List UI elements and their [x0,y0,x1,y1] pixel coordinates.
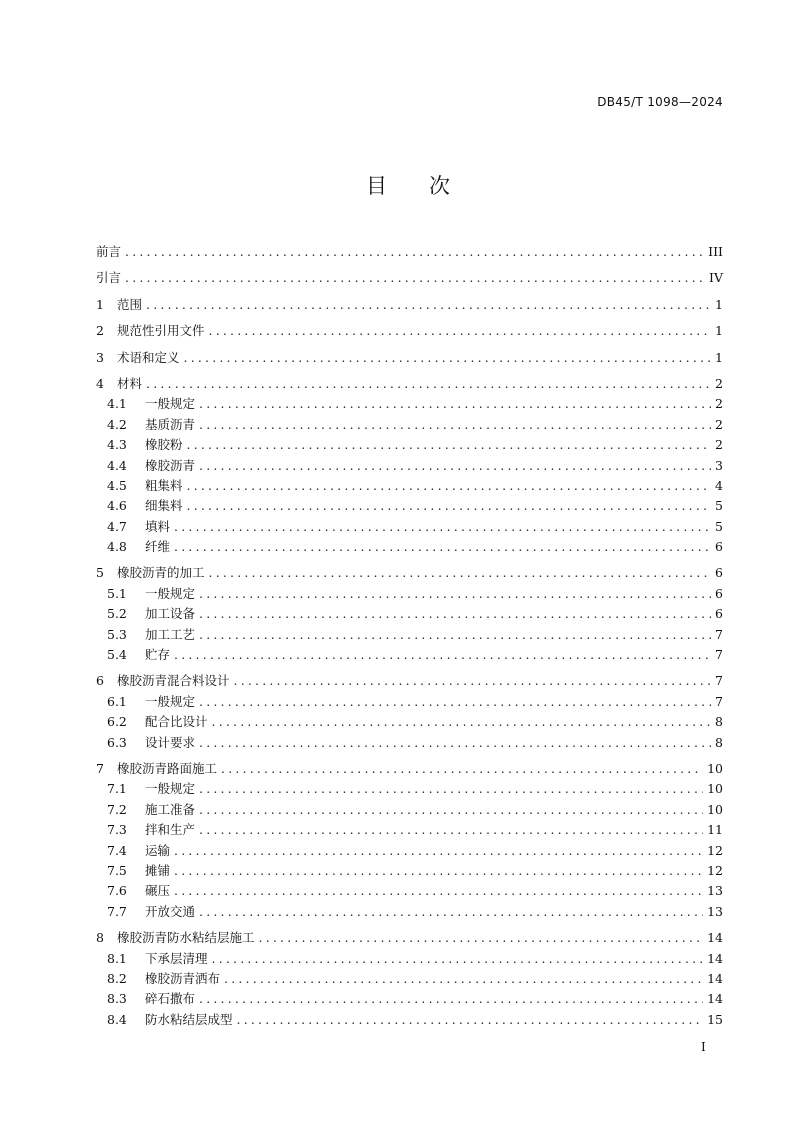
toc-entry-page: 2 [715,396,723,412]
toc-entry-page: 1 [715,296,723,312]
toc-entry-label: 碎石撒布 [145,991,196,1007]
toc-entry[interactable] [96,841,723,861]
toc-entry[interactable] [96,604,723,624]
toc-entry-number: 1 [96,296,104,312]
dot-leader [187,496,712,516]
dot-leader [209,321,712,341]
page-title: 目 次 [366,174,450,198]
dot-leader [199,800,703,820]
toc-entry-number: 8.4 [107,1011,127,1027]
toc-entry[interactable] [96,861,723,881]
toc-entry-number: 7.2 [107,801,127,817]
toc-entry-label: 范围 [117,296,143,312]
toc-entry-number: 4.5 [107,477,127,493]
toc-entry-number: 4.8 [107,539,127,555]
dot-leader [199,394,711,414]
toc-entry-label: 一般规定 [145,585,196,601]
toc-entry-label: 材料 [117,375,143,391]
toc-entry[interactable] [96,733,723,753]
toc-entry-page: 2 [715,375,723,391]
toc-entry[interactable] [96,671,723,691]
dot-leader [125,242,704,262]
toc-entry-number: 7.4 [107,842,127,858]
toc-entry-number: 7 [96,760,104,776]
dot-leader [199,692,711,712]
toc-entry[interactable] [96,517,723,537]
toc-entry[interactable] [96,348,723,368]
toc-entry-label: 前言 [96,244,122,259]
toc-entry[interactable] [96,800,723,820]
toc-entry-label: 基质沥青 [145,416,196,432]
toc-entry[interactable] [96,456,723,476]
toc-entry-page: 5 [715,498,723,514]
toc-entry-label: 拌和生产 [145,822,196,838]
toc-entry-page: 13 [707,903,723,919]
toc-entry-number: 5.3 [107,626,127,642]
toc-entry-page: 7 [715,647,723,663]
toc-entry[interactable] [96,496,723,516]
dot-leader [199,604,711,624]
toc-entry[interactable] [96,476,723,496]
toc-entry-label: 碾压 [145,883,171,899]
toc-entry-label: 一般规定 [145,693,196,709]
dot-leader [199,779,703,799]
toc-entry[interactable] [96,902,723,922]
toc-entry-page: 12 [707,842,723,858]
toc-entry-page: 14 [707,950,723,966]
toc-entry-label: 橡胶沥青 [145,457,196,473]
toc-entry[interactable] [96,692,723,712]
toc-entry[interactable] [96,242,723,262]
toc-entry-page: 7 [715,693,723,709]
toc-entry-page: 6 [715,585,723,601]
toc-entry-label: 贮存 [145,647,171,663]
toc-entry-label: 配合比设计 [145,714,208,730]
toc-entry-page: 14 [707,991,723,1007]
toc-entry-page: III [708,244,723,259]
toc-entry-number: 7.7 [107,903,127,919]
dot-leader [125,268,705,288]
dot-leader [212,712,712,732]
toc-entry-label: 防水粘结层成型 [145,1011,233,1027]
dot-leader [212,949,704,969]
dot-leader [174,841,703,861]
dot-leader [199,625,711,645]
dot-leader [187,435,712,455]
toc-entry-number: 4.3 [107,437,127,453]
toc-entry-number: 6.3 [107,734,127,750]
toc-entry[interactable] [96,949,723,969]
toc-entry-page: 8 [715,714,723,730]
toc-entry-page: 6 [715,606,723,622]
toc-entry-label: 纤维 [145,539,171,555]
toc-entry-number: 4.6 [107,498,127,514]
toc-entry-number: 5.4 [107,647,127,663]
toc-entry[interactable] [96,779,723,799]
dot-leader [199,584,711,604]
toc-entry-page: 15 [707,1011,723,1027]
toc-entry-label: 填料 [145,518,171,534]
toc-entry-number: 6.1 [107,693,127,709]
toc-entry-label: 橡胶沥青洒布 [145,970,221,986]
toc-entry[interactable] [96,625,723,645]
dot-leader [199,820,703,840]
standard-code: DB45/T 1098—2024 [597,95,723,109]
toc-entry-number: 4 [96,375,104,391]
toc-entry[interactable] [96,321,723,341]
toc-entry-label: 细集料 [145,498,183,514]
dot-leader [199,989,703,1009]
toc-entry[interactable] [96,969,723,989]
toc-entry-label: 引言 [96,270,122,286]
toc-entry-number: 4.2 [107,416,127,432]
toc-entry-label: 橡胶沥青的加工 [117,565,205,581]
toc-entry-label: 橡胶沥青混合料设计 [117,673,230,689]
toc-entry-number: 5 [96,565,104,581]
toc-entry[interactable] [96,435,723,455]
toc-entry-number: 8 [96,930,104,946]
toc-entry[interactable] [96,374,723,394]
toc-entry-number: 8.2 [107,970,127,986]
dot-leader [199,733,711,753]
toc-entry[interactable] [96,712,723,732]
dot-leader [174,537,711,557]
toc-entry-number: 4.4 [107,457,127,473]
toc-entry-page: 5 [715,518,723,534]
dot-leader [224,969,703,989]
toc-entry-number: 3 [96,349,104,365]
toc-entry-page: 7 [715,626,723,642]
toc-entry-label: 加工工艺 [145,626,196,642]
toc-entry[interactable] [96,415,723,435]
toc-entry[interactable] [96,759,723,779]
toc-entry[interactable] [96,928,723,948]
toc-entry[interactable] [96,295,723,315]
toc-entry-number: 6 [96,673,104,689]
toc-entry-label: 粗集料 [145,477,183,493]
page-number: I [701,1040,706,1054]
dot-leader [237,1010,704,1030]
dot-leader [234,671,712,691]
dot-leader [221,759,703,779]
dot-leader [146,374,711,394]
toc-entry-page: 12 [707,862,723,878]
toc-entry-number: 7.1 [107,781,127,797]
toc-entry-page: 11 [707,822,723,838]
toc-entry-page: 13 [707,883,723,899]
toc-entry[interactable] [96,563,723,583]
toc-entry-page: 6 [715,539,723,555]
dot-leader [184,348,712,368]
toc-entry[interactable] [96,394,723,414]
toc-entry-label: 橡胶粉 [145,437,183,453]
dot-leader [199,456,711,476]
toc-entry-page: 4 [715,477,723,493]
toc-entry-number: 6.2 [107,714,127,730]
toc-entry[interactable] [96,989,723,1009]
dot-leader [174,645,711,665]
dot-leader [174,881,703,901]
toc-entry-page: 3 [715,457,723,473]
toc-entry-page: 6 [715,565,723,581]
toc-entry-label: 设计要求 [145,734,196,750]
dot-leader [199,415,711,435]
toc-entry-page: 10 [707,801,723,817]
toc-entry-label: 橡胶沥青路面施工 [117,760,218,776]
toc-entry-page: 10 [707,760,723,776]
toc-entry-number: 2 [96,323,104,339]
toc-entry-page: 7 [715,673,723,689]
toc-entry-page: IV [709,270,723,286]
toc-entry-label: 下承层清理 [145,950,208,966]
dot-leader [174,517,711,537]
toc-entry-number: 5.2 [107,606,127,622]
toc-entry-label: 施工准备 [145,801,196,817]
toc-entry-number: 7.3 [107,822,127,838]
toc-entry[interactable] [96,820,723,840]
toc-entry-label: 加工设备 [145,606,196,622]
toc-entry-label: 开放交通 [145,903,196,919]
toc-entry-page: 1 [715,323,723,339]
toc-entry-label: 摊铺 [145,862,171,878]
toc-entry-label: 一般规定 [145,781,196,797]
dot-leader [209,563,712,583]
toc-entry-label: 一般规定 [145,396,196,412]
dot-leader [174,861,703,881]
toc-entry-label: 规范性引用文件 [117,323,205,339]
toc-entry-page: 14 [707,930,723,946]
toc-entry-label: 术语和定义 [117,349,180,365]
toc-entry-page: 10 [707,781,723,797]
toc-entry[interactable] [96,537,723,557]
dot-leader [199,902,703,922]
toc-entry-label: 运输 [145,842,171,858]
toc-entry-number: 4.7 [107,518,127,534]
dot-leader [187,476,712,496]
toc-entry[interactable] [96,645,723,665]
toc-entry-number: 8.3 [107,991,127,1007]
toc-entry-page: 1 [715,349,723,365]
toc-entry[interactable] [96,268,723,288]
toc-entry-label: 橡胶沥青防水粘结层施工 [117,930,255,946]
toc-entry-page: 2 [715,437,723,453]
toc-entry-number: 7.6 [107,883,127,899]
toc-entry-page: 2 [715,416,723,432]
table-of-contents [96,242,723,1030]
toc-entry-number: 7.5 [107,862,127,878]
toc-entry[interactable] [96,881,723,901]
toc-entry-number: 5.1 [107,585,127,601]
toc-entry-page: 8 [715,734,723,750]
toc-entry-number: 8.1 [107,950,127,966]
toc-entry[interactable] [96,584,723,604]
toc-entry-page: 14 [707,970,723,986]
dot-leader [146,295,711,315]
toc-entry-number: 4.1 [107,396,127,412]
dot-leader [259,928,704,948]
toc-entry[interactable] [96,1010,723,1030]
